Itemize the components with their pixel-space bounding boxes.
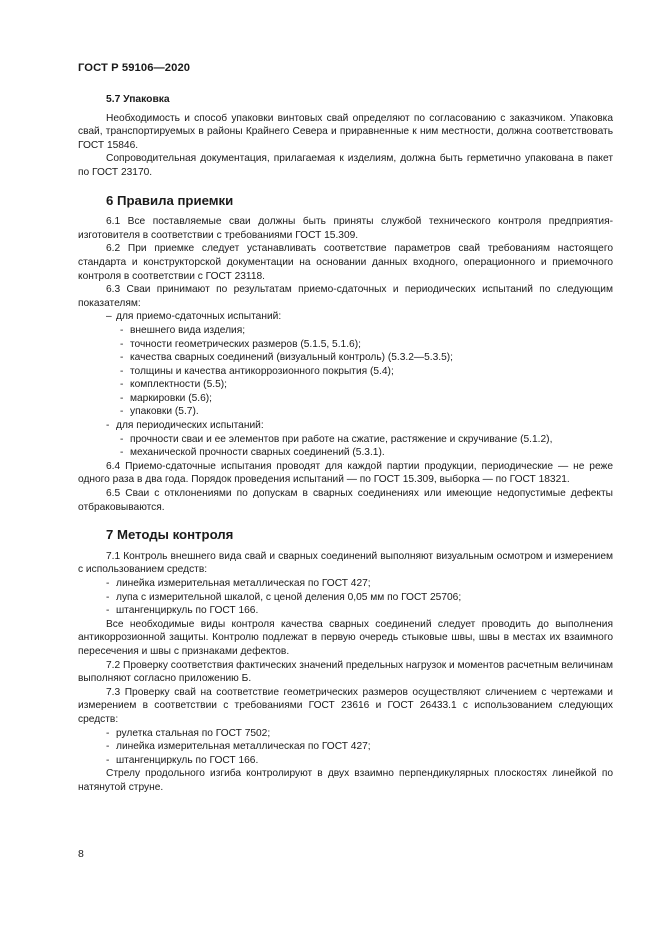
document-body [78,93,613,795]
list-item: - для периодических испытаний: [106,420,264,432]
paragraph: Все необходимые виды контроля качества сварных соединений следует проводить до выполнения антикоррозионной защиты. Контролю подлежат в первую очередь стыковые швы, швы в местах их взаимного пересечения и швы с признаками дефектов. [78,618,613,657]
section-5-7-heading: 5.7 Упаковка [106,94,170,105]
list-item: - линейка измерительная металлическая по ГОСТ 427; [106,741,371,753]
paragraph: 6.2 При приемке следует устанавливать соответствие параметров свай требованиям настоящего стандарта и конструкторской документации на основании данных входного, операционного и приемочного контроля в соответствии с ГОСТ 23118. [78,243,613,282]
paragraph: 6.4 Приемо-сдаточные испытания проводят для каждой партии продукции, периодические — не реже одного раза в два года. Порядок проведения испытаний — по ГОСТ 15.309, выборка — по ГОСТ 18321. [78,460,613,486]
measurement-tools-list [78,727,613,768]
list-item: - качества сварных соединений (визуальный контроль) (5.3.2—5.3.5); [120,352,453,364]
list-item: - рулетка стальная по ГОСТ 7502; [106,727,271,739]
inspection-tools-list [78,577,613,618]
paragraph: Сопроводительная документация, прилагаемая к изделиям, должна быть герметично упакована в пакет по ГОСТ 23170. [78,153,613,178]
list-item: - маркировки (5.6); [120,392,212,404]
paragraph: 7.3 Проверку свай на соответствие геометрических размеров осуществляют сличением с чертежами и измерением в соответствии с требованиями ГОСТ 23616 и ГОСТ 26433.1 с использованием следующих средств: [78,686,613,725]
list-item: - внешнего вида изделия; [120,324,246,336]
list-item: - комплектности (5.5); [120,379,227,391]
list-item: - штангенциркуль по ГОСТ 166. [106,605,259,617]
document-header: ГОСТ Р 59106—2020 [78,62,191,74]
list-item: - толщины и качества антикоррозионного покрытия (5.4); [120,365,394,377]
paragraph: 6.5 Сваи с отклонениями по допускам в сварных соединениях или имеющие недопустимые дефекты отбраковываются. [78,488,613,513]
list-item: – для приемо-сдаточных испытаний: [106,311,282,323]
paragraph: 6.3 Сваи принимают по результатам приемо-сдаточных и периодических испытаний по следующим показателям: [78,284,613,309]
page-number: 8 [78,848,84,860]
paragraph: 6.1 Все поставляемые сваи должны быть приняты службой технического контроля предприятия-изготовителя в соответствии с требованиями ГОСТ 15.309. [78,216,613,241]
list-item: - механической прочности сварных соединений (5.3.1). [120,447,385,459]
section-6-heading: 6 Правила приемки [106,192,234,208]
list-item: - лупа с измерительной шкалой, с ценой деления 0,05 мм по ГОСТ 25706; [106,591,462,603]
list-item: - точности геометрических размеров (5.1.5, 5.1.6); [120,338,361,350]
list-item: - прочности сваи и ее элементов при работе на сжатие, растяжение и скручивание (5.1.2), [120,433,553,445]
section-7-heading: 7 Методы контроля [106,527,234,543]
list-item: - штангенциркуль по ГОСТ 166. [106,754,259,766]
paragraph: 7.1 Контроль внешнего вида свай и сварных соединений выполняют визуальным осмотром и измерением с использованием средств: [78,550,613,576]
paragraph: Необходимость и способ упаковки винтовых свай определяют по согласованию с заказчиком. Упаковка свай, транспортируемых в районы Крайнего Севера и приравненные к ним местности, должна соответствовать ГОСТ 15846. [78,112,613,151]
acceptance-list [78,310,613,460]
list-item: - линейка измерительная металлическая по ГОСТ 427; [106,578,371,589]
paragraph: 7.2 Проверку соответствия фактических значений предельных нагрузок и моментов расчетным величинам выполняют согласно приложению Б. [78,659,613,685]
list-item: - упаковки (5.7). [120,406,199,418]
paragraph: Стрелу продольного изгиба контролируют в двух взаимно перпендикулярных плоскостях линейкой по натянутой струне. [78,768,613,793]
